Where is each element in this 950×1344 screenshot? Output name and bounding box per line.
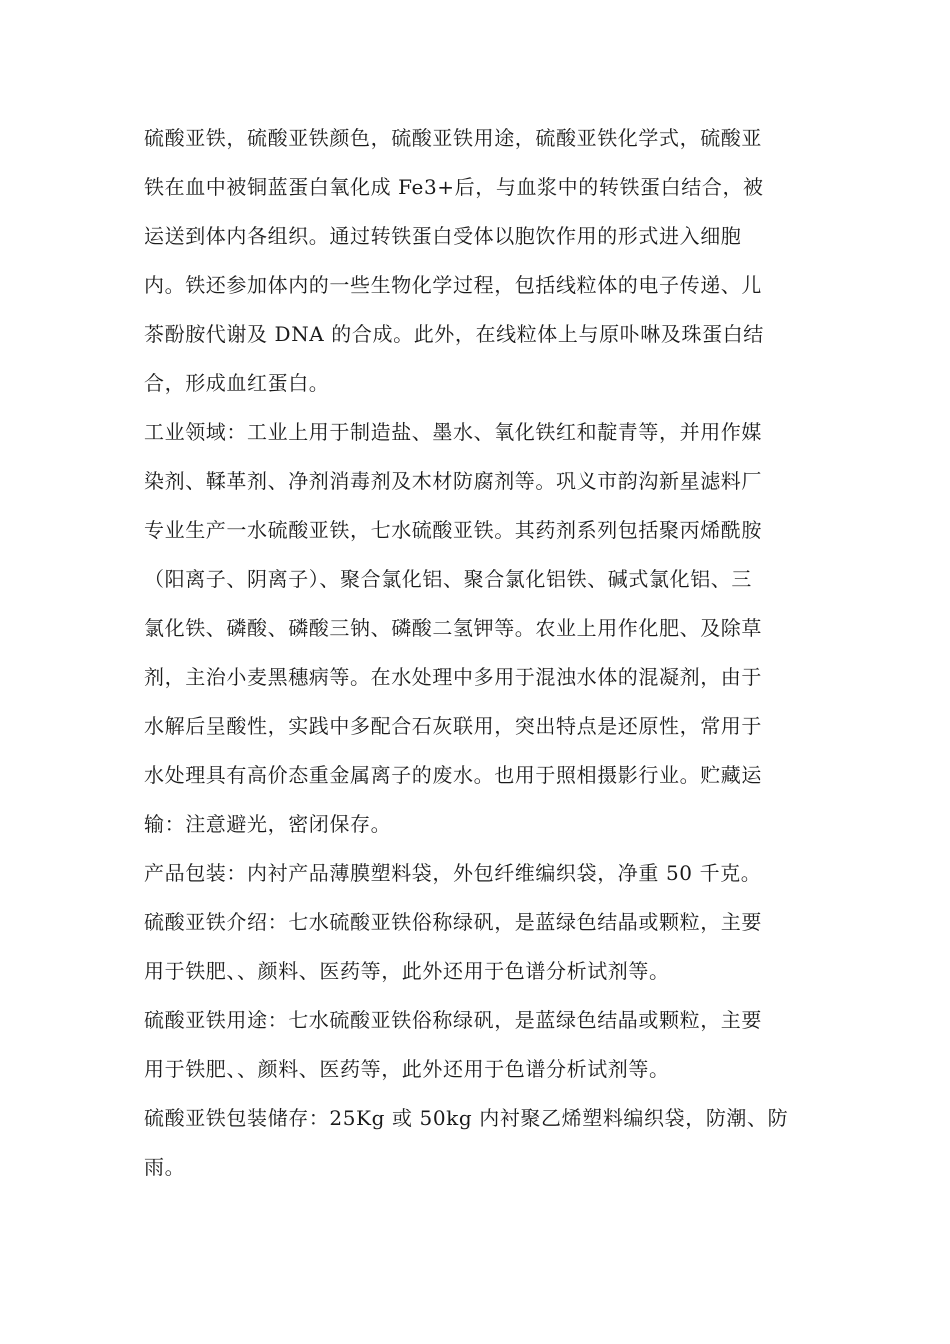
text-line: （阳离子、阴离子）、聚合氯化铝、聚合氯化铝铁、碱式氯化铝、三 xyxy=(144,567,752,591)
paragraph-introduction xyxy=(144,898,810,996)
text-line: 运送到体内各组织。通过转铁蛋白受体以胞饮作用的形式进入细胞 xyxy=(144,224,742,248)
text-line: 氯化铁、磷酸、磷酸三钠、磷酸二氢钾等。农业上用作化肥、及除草 xyxy=(144,616,762,640)
text-line: 雨。 xyxy=(144,1155,186,1179)
text-line: 水处理具有高价态重金属离子的废水。也用于照相摄影行业。贮藏运 xyxy=(144,763,762,787)
text-line: 硫酸亚铁，硫酸亚铁颜色，硫酸亚铁用途，硫酸亚铁化学式，硫酸亚 xyxy=(144,126,762,150)
paragraph-intro xyxy=(144,114,810,408)
text-line: 染剂、鞣革剂、净剂消毒剂及木材防腐剂等。巩义市韵沟新星滤料厂 xyxy=(144,469,762,493)
paragraph-industry xyxy=(144,408,810,849)
paragraph-storage xyxy=(144,1094,810,1192)
document-body xyxy=(144,114,810,1192)
text-line: 硫酸亚铁包装储存：25Kg 或 50kg 内衬聚乙烯塑料编织袋，防潮、防 xyxy=(144,1106,789,1130)
text-line: 用于铁肥、、颜料、医药等，此外还用于色谱分析试剂等。 xyxy=(144,959,670,983)
text-line: 合，形成血红蛋白。 xyxy=(144,371,330,395)
text-line: 内。铁还参加体内的一些生物化学过程，包括线粒体的电子传递、儿 xyxy=(144,273,762,297)
paragraph-usage xyxy=(144,996,810,1094)
text-line: 茶酚胺代谢及 DNA 的合成。此外，在线粒体上与原卟啉及珠蛋白结 xyxy=(144,322,764,346)
text-line: 剂，主治小麦黑穗病等。在水处理中多用于混浊水体的混凝剂，由于 xyxy=(144,665,762,689)
text-line: 工业领域：工业上用于制造盐、墨水、氧化铁红和靛青等，并用作媒 xyxy=(144,420,762,444)
text-line: 铁在血中被铜蓝蛋白氧化成 Fe3+后，与血浆中的转铁蛋白结合，被 xyxy=(144,175,764,199)
text-line: 硫酸亚铁用途：七水硫酸亚铁俗称绿矾，是蓝绿色结晶或颗粒，主要 xyxy=(144,1008,762,1032)
text-line: 输：注意避光，密闭保存。 xyxy=(144,812,392,836)
paragraph-packaging xyxy=(144,849,810,898)
text-line: 专业生产一水硫酸亚铁，七水硫酸亚铁。其药剂系列包括聚丙烯酰胺 xyxy=(144,518,762,542)
text-line: 产品包装：内衬产品薄膜塑料袋，外包纤维编织袋，净重 50 千克。 xyxy=(144,861,762,885)
text-line: 硫酸亚铁介绍：七水硫酸亚铁俗称绿矾，是蓝绿色结晶或颗粒，主要 xyxy=(144,910,762,934)
text-line: 用于铁肥、、颜料、医药等，此外还用于色谱分析试剂等。 xyxy=(144,1057,670,1081)
text-line: 水解后呈酸性，实践中多配合石灰联用，突出特点是还原性，常用于 xyxy=(144,714,762,738)
